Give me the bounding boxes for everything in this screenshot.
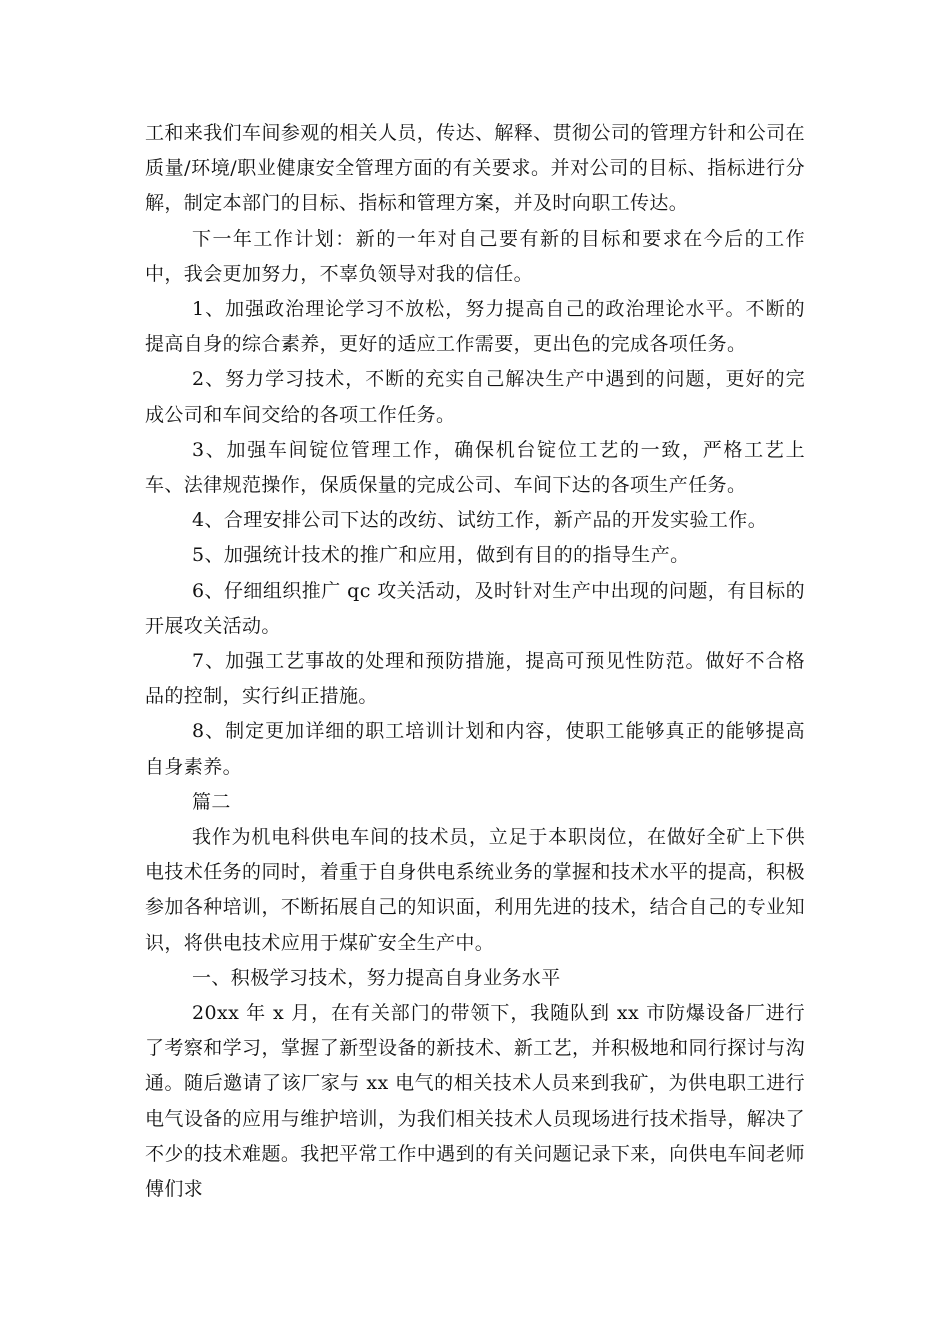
subheading-learn-technology: 一、积极学习技术，努力提高自身业务水平 (192, 966, 561, 989)
plan-item-6: 6、仔细组织推广 qc 攻关活动，及时针对生产中出现的问题，有目标的开展攻关活动。 (145, 579, 805, 637)
plan-item-4: 4、合理安排公司下达的改纺、试纺工作，新产品的开发实验工作。 (192, 509, 768, 532)
plan-item-3: 3、加强车间锭位管理工作，确保机台锭位工艺的一致，严格工艺上车、法律规范操作，保质保量的完成公司、车间下达的各项生产任务。 (145, 438, 805, 497)
plan-item-1: 1、加强政治理论学习不放松，努力提高自己的政治理论水平。不断的提高自身的综合素养，更好的适应工作需要，更出色的完成各项任务。 (145, 298, 805, 356)
section-heading-part-two: 篇二 (192, 790, 231, 813)
paragraph-study-visit: 20xx 年 x 月，在有关部门的带领下，我随队到 xx 市防爆设备厂进行了考察和学习，掌握了新型设备的新技术、新工艺，并积极地和同行探讨与沟通。随后邀请了该厂家与 xx 电气的相关技术人员来到我矿，为供电职工进行电气设备的应用与维护培训，为我们相关技术人员现场进行技术指导，解决了不少的技术难题。我把平常工作中遇到的有关问题记录下来，向供电车间老师傅们求 (145, 1002, 805, 1201)
paragraph-continuation: 工和来我们车间参观的相关人员，传达、解释、贯彻公司的管理方针和公司在质量/环境/职业健康安全管理方面的有关要求。并对公司的目标、指标进行分解，制定本部门的目标、指标和管理方案，并及时向职工传达。 (145, 122, 805, 215)
plan-item-7: 7、加强工艺事故的处理和预防措施，提高可预见性防范。做好不合格品的控制，实行纠正措施。 (145, 650, 805, 708)
paragraph-intro-part-two: 我作为机电科供电车间的技术员，立足于本职岗位，在做好全矿上下供电技术任务的同时，着重于自身供电系统业务的掌握和技术水平的提高，积极参加各种培训，不断拓展自己的知识面，利用先进的技术，结合自己的专业知识，将供电技术应用于煤矿安全生产中。 (145, 826, 805, 954)
paragraph-next-year-plan: 下一年工作计划：新的一年对自己要有新的目标和要求在今后的工作中，我会更加努力，不辜负领导对我的信任。 (145, 227, 805, 285)
plan-item-5: 5、加强统计技术的推广和应用，做到有目的的指导生产。 (192, 544, 690, 567)
document-body (145, 116, 805, 1207)
plan-item-2: 2、努力学习技术，不断的充实自己解决生产中遇到的问题，更好的完成公司和车间交给的各项工作任务。 (145, 368, 805, 426)
plan-item-8: 8、制定更加详细的职工培训计划和内容，使职工能够真正的能够提高自身素养。 (145, 720, 805, 778)
